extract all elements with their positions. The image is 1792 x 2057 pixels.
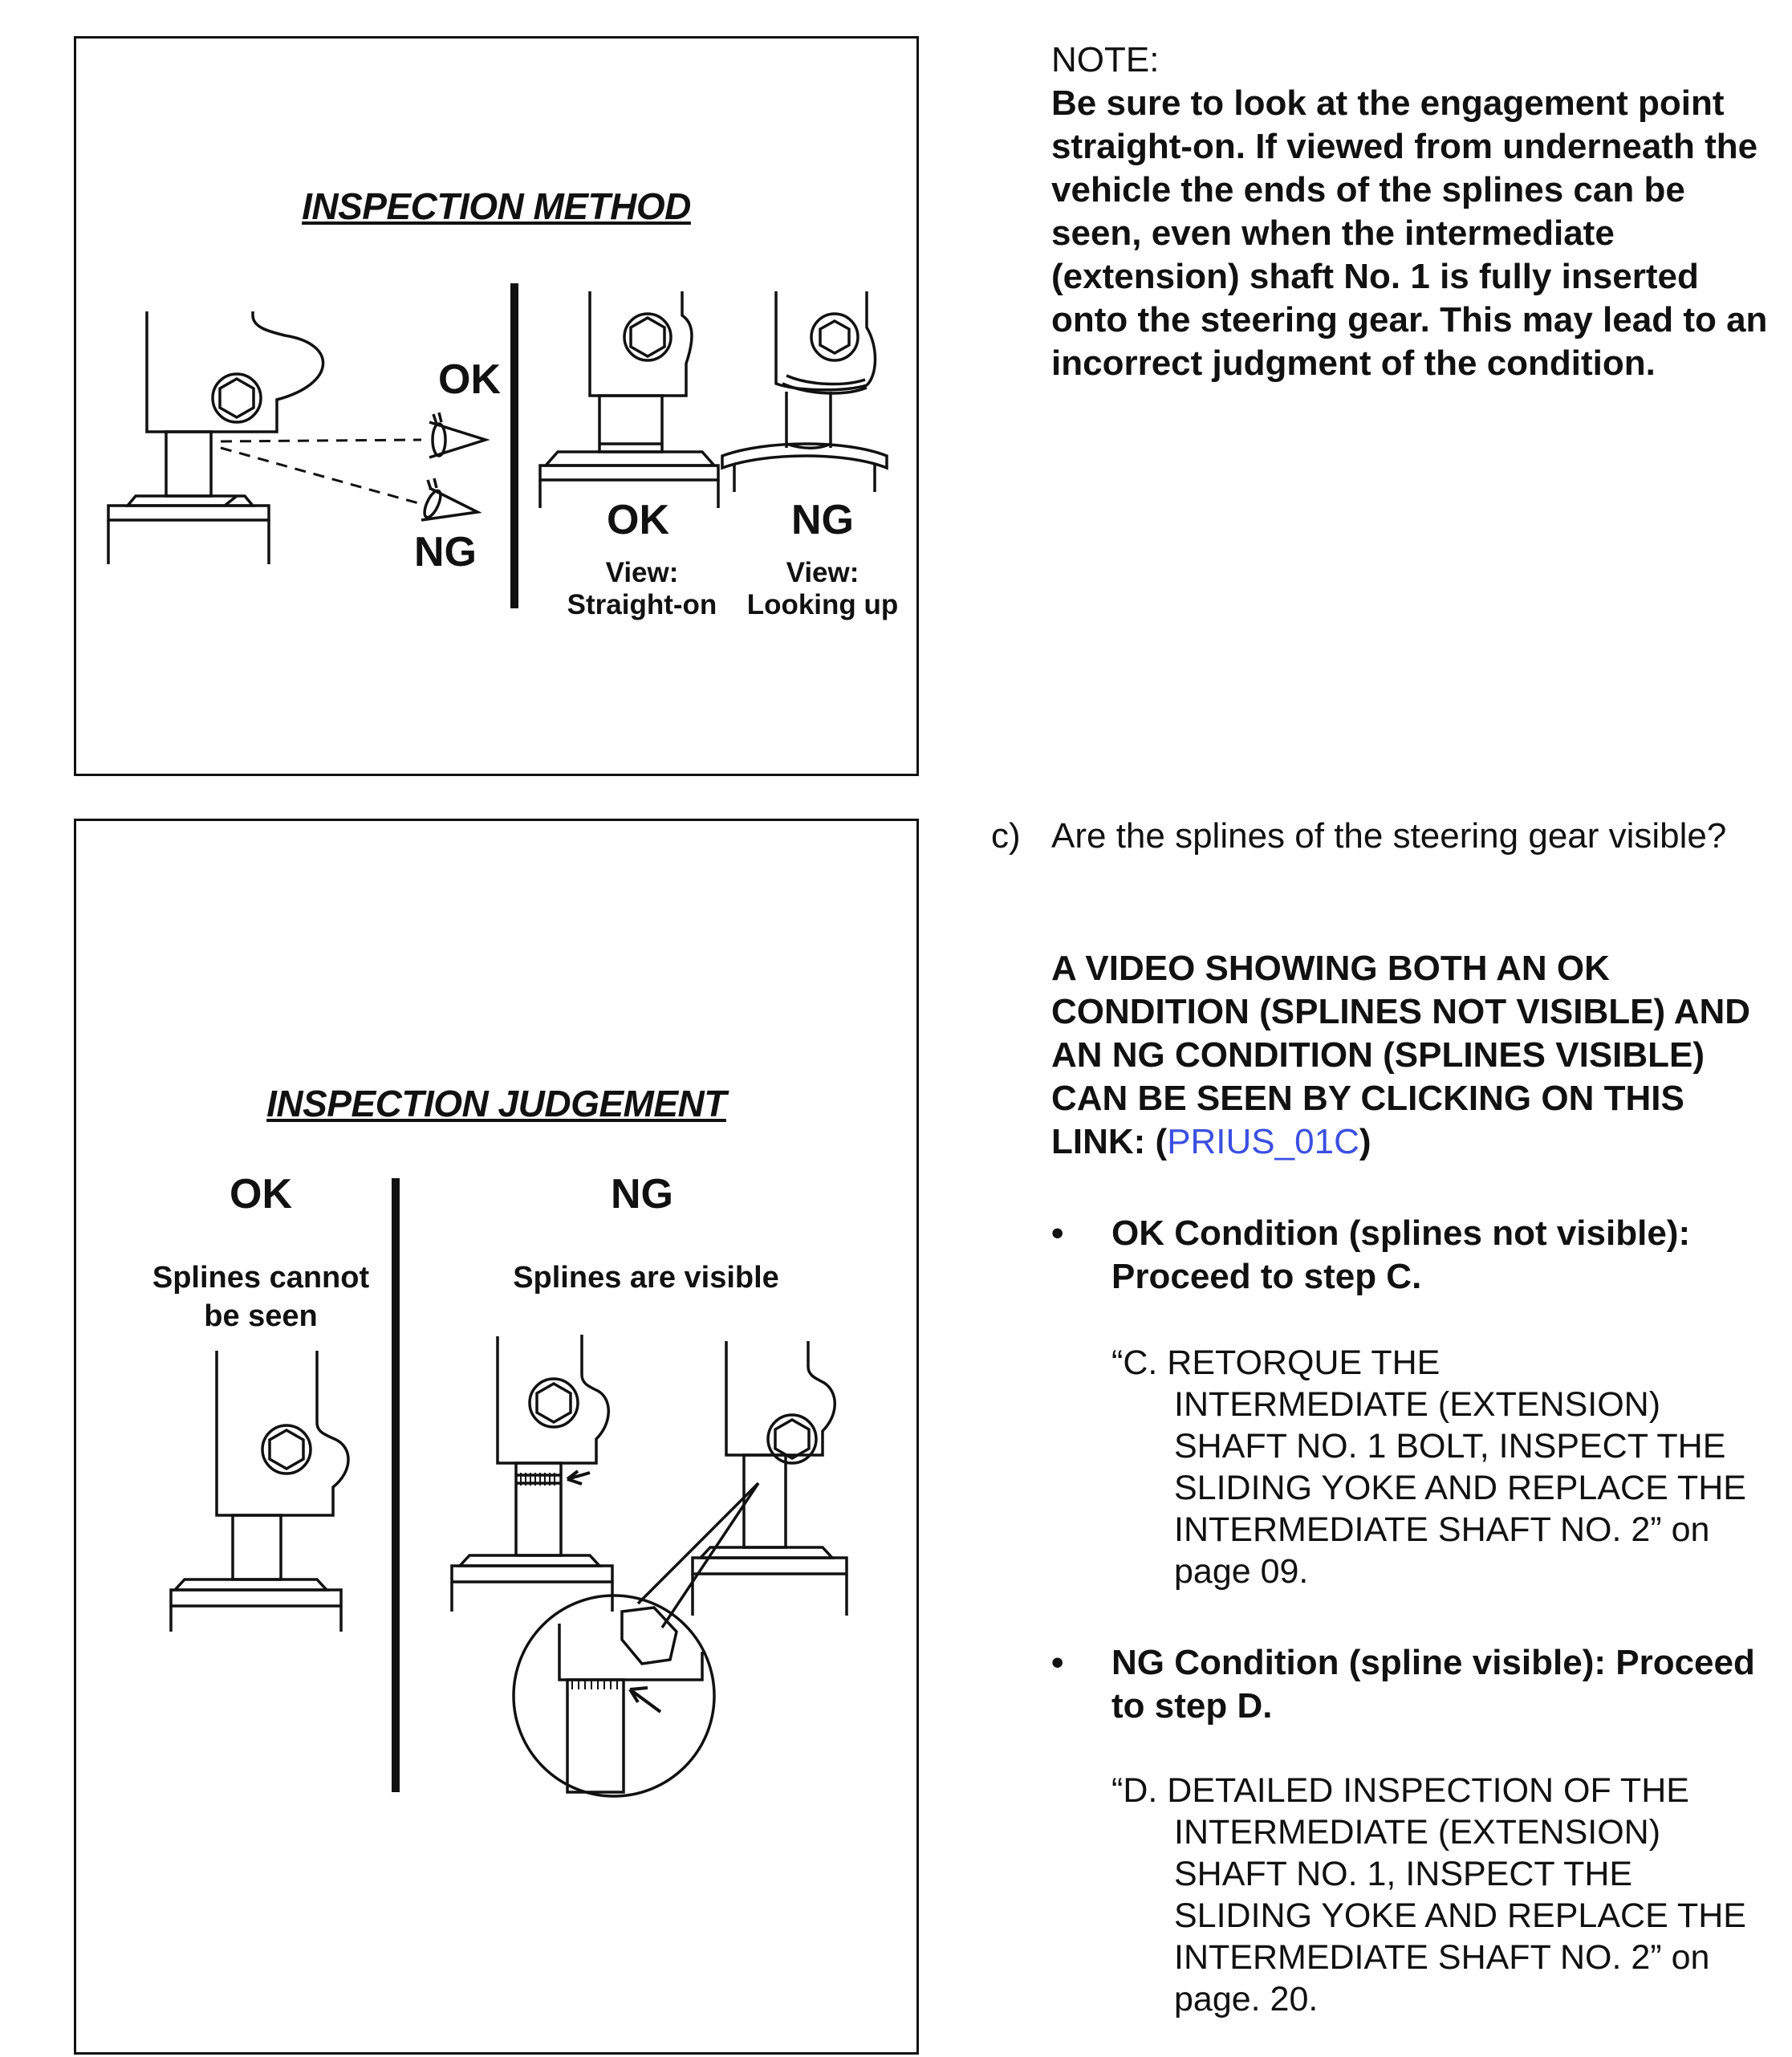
inspection-judgement-figure — [74, 819, 919, 2055]
ok-reference-first-line: “C. RETORQUE THE — [1111, 1344, 1441, 1382]
ng-assembly-drawing-2 — [693, 1341, 847, 1616]
inspection-method-figure — [74, 36, 919, 776]
video-notice — [1051, 947, 1757, 1164]
ok-condition-reference — [1111, 1342, 1753, 1592]
ng-condition-reference — [1111, 1770, 1753, 2020]
eye-ng-label: NG — [414, 529, 477, 575]
view-ng-label: NG — [791, 497, 854, 543]
side-view-assembly — [108, 311, 323, 564]
note-heading: NOTE: — [1051, 40, 1160, 79]
view-ng-caption-2: Looking up — [746, 589, 899, 620]
step-question: Are the splines of the steering gear visible? — [1051, 816, 1727, 856]
eye-ok-label: OK — [438, 356, 501, 403]
inspection-judgement-title: INSPECTION JUDGEMENT — [266, 1083, 726, 1124]
view-ok-label: OK — [607, 497, 669, 543]
video-link[interactable]: PRIUS_01C — [1167, 1122, 1359, 1161]
magnifier-callout — [514, 1483, 758, 1796]
ng-reference-rest: INTERMEDIATE (EXTENSION) SHAFT NO. 1, INSPECT THE SLIDING YOKE AND REPLACE THE INTERMEDIATE SHAFT NO. 2” on page. 20. — [1174, 1813, 1746, 2018]
sight-lines — [221, 440, 421, 504]
note-body: Be sure to look at the engagement point straight-on. If viewed from underneath the vehicle the ends of the splines can be seen, even when the intermediate (extension) shaft No. 1 is fully inserted onto the steering gear. This may lead to an incorrect judgment of the condition. — [1051, 83, 1768, 383]
looking-up-view-drawing — [722, 291, 887, 492]
ok-reference-rest: INTERMEDIATE (EXTENSION) SHAFT NO. 1 BOLT, INSPECT THE SLIDING YOKE AND REPLACE THE INTERMEDIATE SHAFT NO. 2” on page 09. — [1174, 1385, 1746, 1591]
judgement-ok-caption-2: be seen — [204, 1299, 318, 1333]
ng-reference-first-line: “D. DETAILED INSPECTION OF THE — [1111, 1771, 1689, 1810]
video-notice-close: ) — [1359, 1122, 1371, 1161]
video-notice-text: A VIDEO SHOWING BOTH AN OK CONDITION (SPLINES NOT VISIBLE) AND AN NG CONDITION (SPLINES VISIBLE) CAN BE SEEN BY CLICKING ON THIS LINK: ( — [1051, 949, 1751, 1161]
eye-ng-icon — [421, 478, 477, 520]
judgement-ng-caption: Splines are visible — [513, 1261, 779, 1295]
ok-condition-text: OK Condition (splines not visible): Proceed to step C. — [1111, 1213, 1691, 1296]
judgement-ok-caption-1: Splines cannot — [152, 1261, 370, 1295]
ok-assembly-drawing — [171, 1351, 348, 1632]
ng-condition-text: NG Condition (spline visible): Proceed to step D. — [1111, 1643, 1755, 1726]
judgement-ok-label: OK — [230, 1171, 292, 1218]
bullet-marker: • — [1051, 1213, 1064, 1253]
ok-condition-bullet — [1051, 1212, 1757, 1300]
inspection-method-drawing — [76, 39, 921, 778]
ng-assembly-drawing-1 — [452, 1335, 612, 1612]
bullet-marker: • — [1051, 1643, 1064, 1682]
straight-on-view-drawing — [540, 291, 718, 508]
view-ok-caption-2: Straight-on — [567, 589, 717, 620]
judgement-ng-label: NG — [611, 1171, 673, 1218]
step-marker: c) — [991, 816, 1021, 856]
inspection-judgement-drawing — [76, 821, 921, 2057]
eye-ok-icon — [429, 413, 486, 457]
note-block — [1051, 39, 1774, 385]
view-ng-caption-1: View: — [786, 557, 859, 588]
ng-condition-bullet — [1051, 1641, 1757, 1730]
inspection-method-title: INSPECTION METHOD — [302, 185, 691, 227]
view-ok-caption-1: View: — [605, 557, 679, 588]
